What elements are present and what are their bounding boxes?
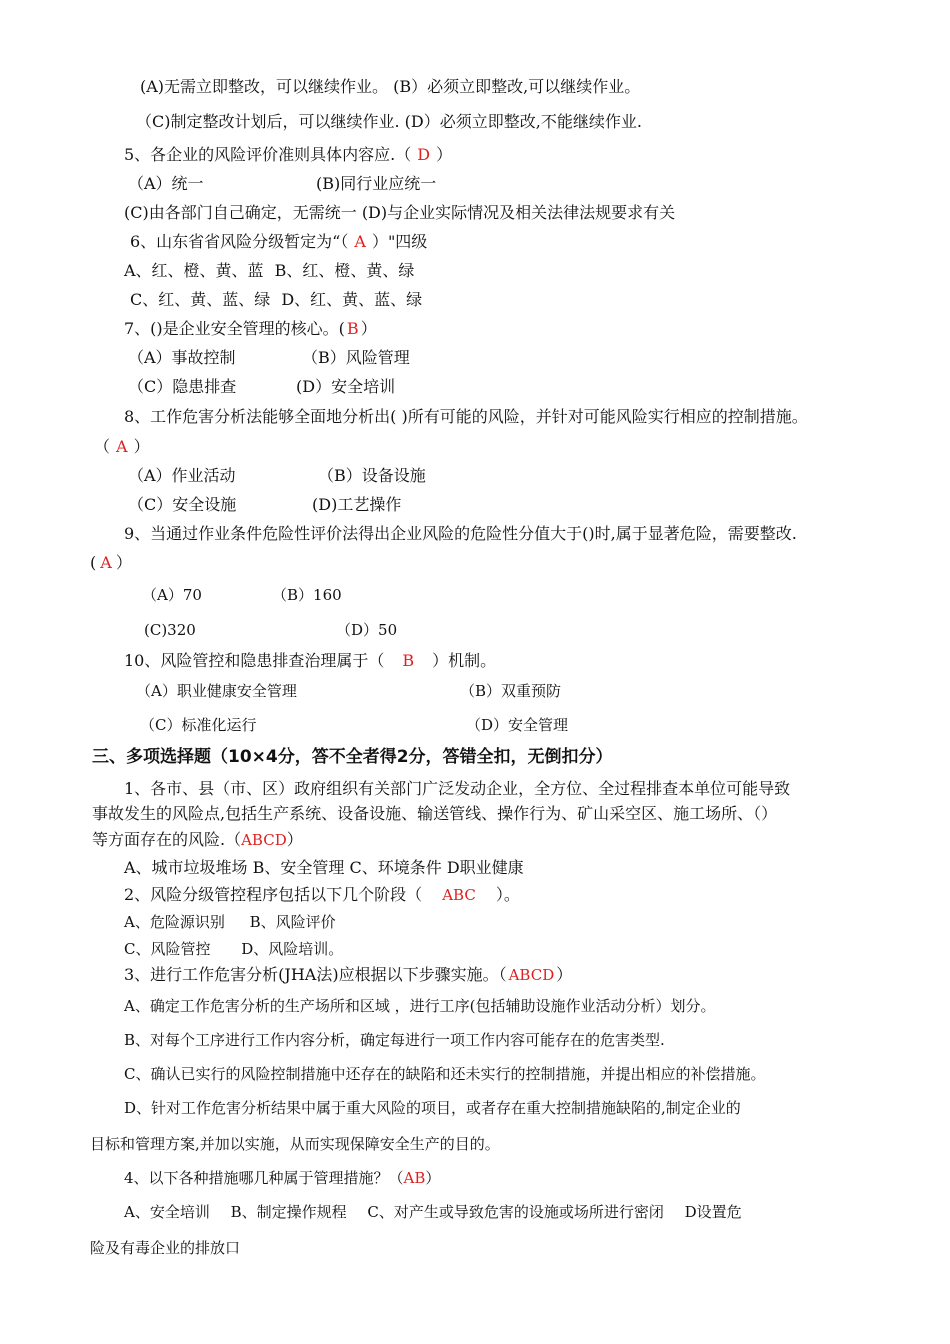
m2-options-ab: A、危险源识别 B、风险评价 — [124, 913, 336, 931]
q8-close: ） — [133, 437, 150, 456]
m1-line1: 1、各市、县（市、区）政府组织有关部门广泛发动企业，全方位、全过程排查本单位可能导致 — [124, 779, 791, 798]
m1-answer: ABCD — [241, 831, 287, 849]
m3-answer: ABCD — [508, 966, 555, 984]
m3-option-c: C、确认已实行的风险控制措施中还存在的缺陷和还未实行的控制措施，并提出相应的补偿措施。 — [124, 1065, 766, 1083]
q8-option-c: （C）安全设施 — [128, 495, 237, 514]
m2-close: ）。 — [495, 885, 520, 904]
m3-option-d-line2: 目标和管理方案,并加以实施，从而实现保障安全生产的目的。 — [90, 1135, 500, 1153]
q10-answer: B — [402, 651, 415, 670]
q4-options-cd: （C)制定整改计划后，可以继续作业. (D）必须立即整改,不能继续作业. — [136, 112, 642, 131]
q8-option-a: （A）作业活动 — [128, 466, 236, 485]
q6-options-ab: A、红、橙、黄、蓝 B、红、橙、黄、绿 — [124, 261, 415, 280]
m1-line2: 事故发生的风险点,包括生产系统、设备设施、输送管线、操作行为、矿山采空区、施工场所、（） — [92, 804, 778, 823]
m1-close: ） — [286, 830, 303, 849]
q6-options-cd: C、红、黄、蓝、绿 D、红、黄、蓝、绿 — [130, 290, 423, 309]
m3-stem-text: 3、进行工作危害分析(JHA法)应根据以下步骤实施。（ — [124, 965, 507, 984]
q6-close: ）"四级 — [371, 232, 428, 251]
q5-stem — [124, 145, 452, 165]
q10-close: ）机制。 — [432, 651, 497, 670]
m4-options-line2: 险及有毒企业的排放口 — [90, 1239, 241, 1257]
q10-option-c: （C）标准化运行 — [140, 716, 257, 734]
q9-option-c: (C)320 — [144, 621, 196, 639]
q4-options-ab: (A)无需立即整改，可以继续作业。 (B）必须立即整改,可以继续作业。 — [140, 77, 641, 96]
m2-stem-text: 2、风险分级管控程序包括以下几个阶段（ — [124, 885, 423, 904]
m4-answer: AB — [403, 1169, 426, 1187]
q7-stem-text: 7、()是企业安全管理的核心。( — [124, 319, 345, 338]
q6-answer: A — [354, 232, 366, 251]
q8-answer: A — [116, 437, 128, 456]
m4-options-line1: A、安全培训 B、制定操作规程 C、对产生或导致危害的设施或场所进行密闭 D设置危 — [124, 1203, 742, 1221]
m2-options-cd: C、风险管控 D、风险培训。 — [124, 940, 344, 958]
q6-stem — [130, 232, 427, 252]
q8-option-d: (D)工艺操作 — [312, 495, 402, 514]
q7-option-a: （A）事故控制 — [128, 348, 236, 367]
q5-stem-text: 5、各企业的风险评价准则具体内容应.（ — [124, 145, 412, 164]
q7-option-b: （B）风险管理 — [302, 348, 410, 367]
q7-close: ） — [360, 319, 377, 338]
q5-answer: D — [417, 145, 431, 164]
q10-option-d: （D）安全管理 — [466, 716, 569, 734]
q7-option-c: （C）隐患排查 — [128, 377, 237, 396]
m4-stem-text: 4、以下各种措施哪几种属于管理措施？（ — [124, 1169, 404, 1187]
q9-close: ） — [115, 553, 132, 572]
section3-title: 三、多项选择题（10×4分，答不全者得2分，答错全扣，无倒扣分） — [92, 747, 613, 767]
q10-stem — [124, 651, 496, 671]
q8-option-b: （B）设备设施 — [318, 466, 426, 485]
q6-stem-text: 6、山东省省风险分级暂定为“（ — [130, 232, 349, 251]
m3-option-a: A、确定工作危害分析的生产场所和区域 ，进行工序(包括辅助设施作业活动分析）划分。 — [124, 997, 716, 1015]
q9-open: ( — [90, 553, 97, 572]
m2-answer: ABC — [442, 886, 476, 904]
q9-option-a: （A）70 — [142, 586, 202, 604]
q9-stem: 9、当通过作业条件危险性评价法得出企业风险的危险性分值大于()时,属于显著危险，需要整改. — [124, 524, 797, 543]
m2-stem — [124, 885, 520, 905]
m3-close: ） — [556, 965, 573, 984]
m1-line3 — [92, 830, 303, 850]
m3-stem — [124, 965, 572, 985]
m1-line3-text: 等方面存在的风险.（ — [92, 830, 242, 849]
m1-options: A、城市垃圾堆场 B、安全管理 C、环境条件 D职业健康 — [124, 858, 524, 877]
q8-stem: 8、工作危害分析法能够全面地分析出( )所有可能的风险，并针对可能风险实行相应的控制措施。 — [124, 407, 808, 426]
m4-stem — [124, 1168, 440, 1188]
q7-answer: B — [346, 319, 359, 338]
q10-option-b: （B）双重预防 — [460, 682, 562, 700]
q9-option-b: （B）160 — [272, 586, 342, 604]
q5-close: ） — [436, 145, 453, 164]
m3-option-d-line1: D、针对工作危害分析结果中属于重大风险的项目，或者存在重大控制措施缺陷的,制定企业的 — [124, 1099, 741, 1117]
q10-stem-text: 10、风险管控和隐患排查治理属于（ — [124, 651, 385, 670]
q5-option-a: （A）统一 — [128, 174, 204, 193]
m4-close: ） — [425, 1169, 441, 1187]
q9-option-d: （D）50 — [336, 621, 398, 639]
q9-answer: A — [100, 553, 112, 572]
q8-answer-line — [94, 437, 150, 457]
q8-open: （ — [94, 437, 111, 456]
q5-option-b: (B)同行业应统一 — [316, 174, 437, 193]
q7-stem — [124, 319, 377, 339]
q9-answer-line — [90, 553, 132, 573]
m3-option-b: B、对每个工序进行工作内容分析，确定每进行一项工作内容可能存在的危害类型. — [124, 1031, 665, 1049]
q5-options-cd: (C)由各部门自己确定，无需统一 (D)与企业实际情况及相关法律法规要求有关 — [124, 203, 676, 222]
q10-option-a: （A）职业健康安全管理 — [136, 682, 297, 700]
q7-option-d: (D）安全培训 — [296, 377, 396, 396]
